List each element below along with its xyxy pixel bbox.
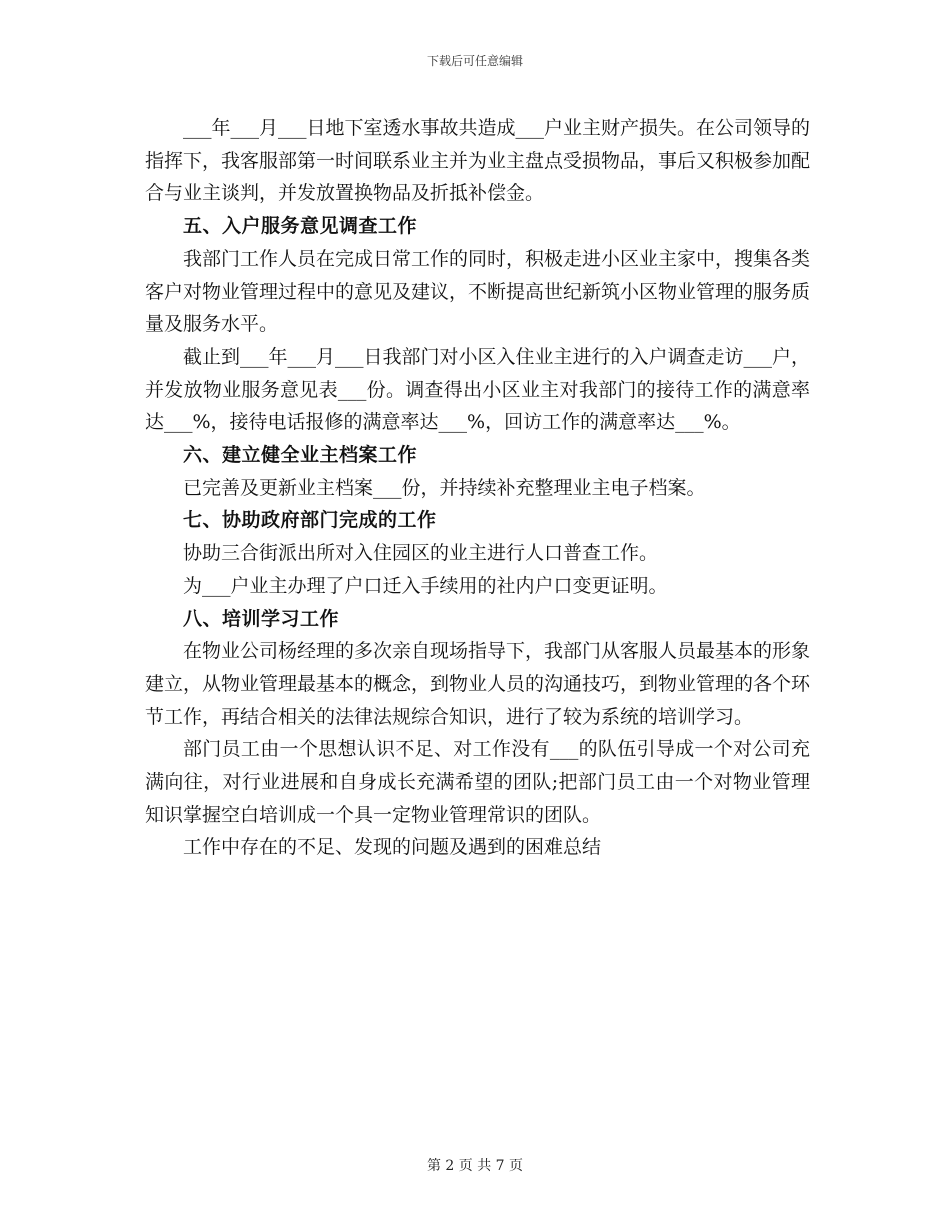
section-heading-8: 八、培训学习工作: [183, 607, 340, 630]
page-header: 下载后可任意编辑: [426, 54, 523, 68]
paragraph-flood-incident: ___年___月___日地下室透水事故共造成___户业主财产损失。在公司领导的指挥下，我客服部第一时间联系业主并为业主盘点受损物品，事后又积极参加配合与业主谈判，并发放置换物品及折抵补偿金。: [145, 117, 811, 205]
paragraph-household-registration: 为___户业主办理了户口迁入手续用的社内户口变更证明。: [183, 574, 668, 597]
paragraph-census: 协助三合街派出所对入住园区的业主进行人口普查工作。: [183, 542, 659, 565]
paragraph-team-growth: 部门员工由一个思想认识不足、对工作没有___的队伍引导成一个对公司充满向往，对行业进展和自身成长充满希望的团队;把部门员工由一个对物业管理知识掌握空白培训成一个具一定物业管理常识的团队。: [145, 738, 810, 826]
page-number: 第 2 页 共 7 页: [426, 1158, 524, 1174]
section-heading-6: 六、建立健全业主档案工作: [183, 444, 418, 467]
section-heading-5: 五、入户服务意见调查工作: [183, 215, 418, 238]
paragraph-training: 在物业公司杨经理的多次亲自现场指导下，我部门从客服人员最基本的形象建立，从物业管理最基本的概念，到物业人员的沟通技巧，到物业管理的各个环节工作，再结合相关的法律法规综合知识，进行了较为系统的培训学习。: [145, 640, 811, 728]
document-body: [145, 112, 810, 864]
paragraph-shortcomings: 工作中存在的不足、发现的问题及遇到的困难总结: [183, 836, 602, 859]
paragraph-survey-intro: 我部门工作人员在完成日常工作的同时，积极走进小区业主家中，搜集各类客户对物业管理过程中的意见及建议，不断提高世纪新筑小区物业管理的服务质量及服务水平。: [145, 247, 811, 336]
paragraph-survey-results: 截止到___年___月___日我部门对小区入住业主进行的入户调查走访___户，并发放物业服务意见表___份。调查得出小区业主对我部门的接待工作的满意率达___%，接待电话报修的满意率达___%，回访工作的满意率达___%。: [145, 345, 811, 434]
paragraph-owner-archives: 已完善及更新业主档案___份，并持续补充整理业主电子档案。: [183, 476, 706, 499]
section-heading-7: 七、协助政府部门完成的工作: [183, 509, 437, 532]
